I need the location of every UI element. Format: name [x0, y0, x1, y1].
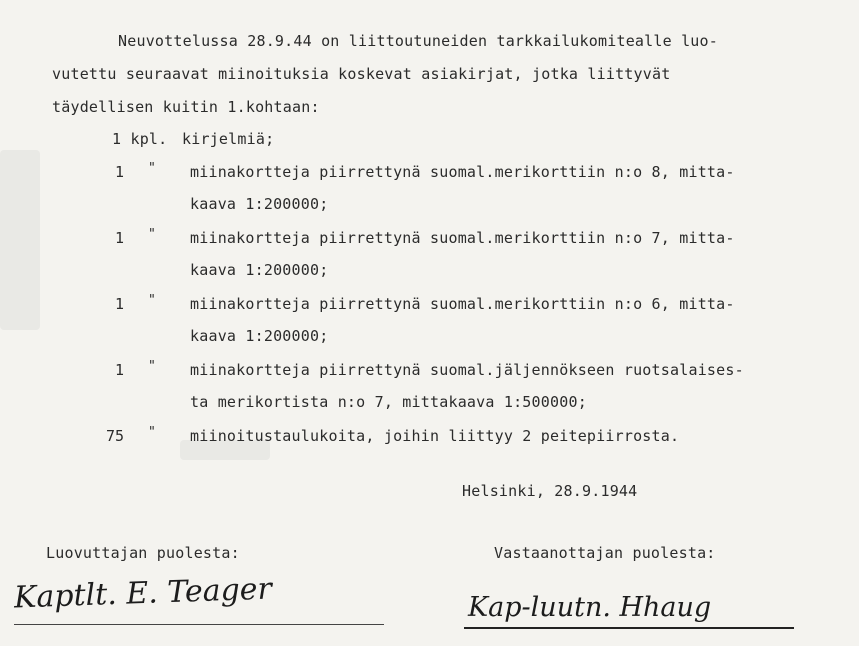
right-signature-line	[464, 627, 794, 629]
place-date: Helsinki, 28.9.1944	[462, 482, 638, 500]
item-text: kirjelmiä;	[182, 130, 275, 148]
left-signature-label: Luovuttajan puolesta:	[46, 544, 240, 562]
item-qty: 1	[114, 295, 124, 313]
item-text: miinoitustaulukoita, joihin liittyy 2 peitepiirrosta.	[190, 427, 680, 445]
intro-line-1: Neuvottelussa 28.9.44 on liittoutuneiden tarkkailukomitealle luo-	[118, 32, 718, 50]
left-signature: Kaptlt. E. Teager	[13, 571, 273, 616]
ditto-mark: "	[148, 359, 156, 374]
item-text-cont: ta merikortista n:o 7, mittakaava 1:500000;	[190, 393, 587, 411]
intro-line-3: täydellisen kuitin 1.kohtaan:	[52, 98, 320, 116]
right-signature: Kap-luutn. Hhaug	[468, 592, 712, 623]
right-signature-label: Vastaanottajan puolesta:	[494, 544, 716, 562]
item-text-cont: kaava 1:200000;	[190, 195, 329, 213]
ditto-mark: "	[148, 227, 156, 242]
item-text: miinakortteja piirrettynä suomal.merikorttiin n:o 7, mitta-	[190, 229, 735, 247]
scan-smudge	[0, 150, 40, 330]
intro-line-2: vutettu seuraavat miinoituksia koskevat asiakirjat, jotka liittyvät	[52, 65, 671, 83]
ditto-mark: "	[148, 293, 156, 308]
item-qty: 1	[114, 361, 124, 379]
item-qty: 75	[105, 427, 124, 445]
left-signature-line	[14, 624, 384, 625]
item-qty: 1	[114, 163, 124, 181]
item-text: miinakortteja piirrettynä suomal.jäljennökseen ruotsalaises-	[190, 361, 744, 379]
item-qty: 1	[114, 229, 124, 247]
ditto-mark: "	[148, 425, 156, 440]
item-text: miinakortteja piirrettynä suomal.merikorttiin n:o 8, mitta-	[190, 163, 735, 181]
item-text-cont: kaava 1:200000;	[190, 261, 329, 279]
ditto-mark: "	[148, 161, 156, 176]
item-qty: 1 kpl.	[112, 130, 168, 148]
item-text: miinakortteja piirrettynä suomal.merikorttiin n:o 6, mitta-	[190, 295, 735, 313]
item-text-cont: kaava 1:200000;	[190, 327, 329, 345]
